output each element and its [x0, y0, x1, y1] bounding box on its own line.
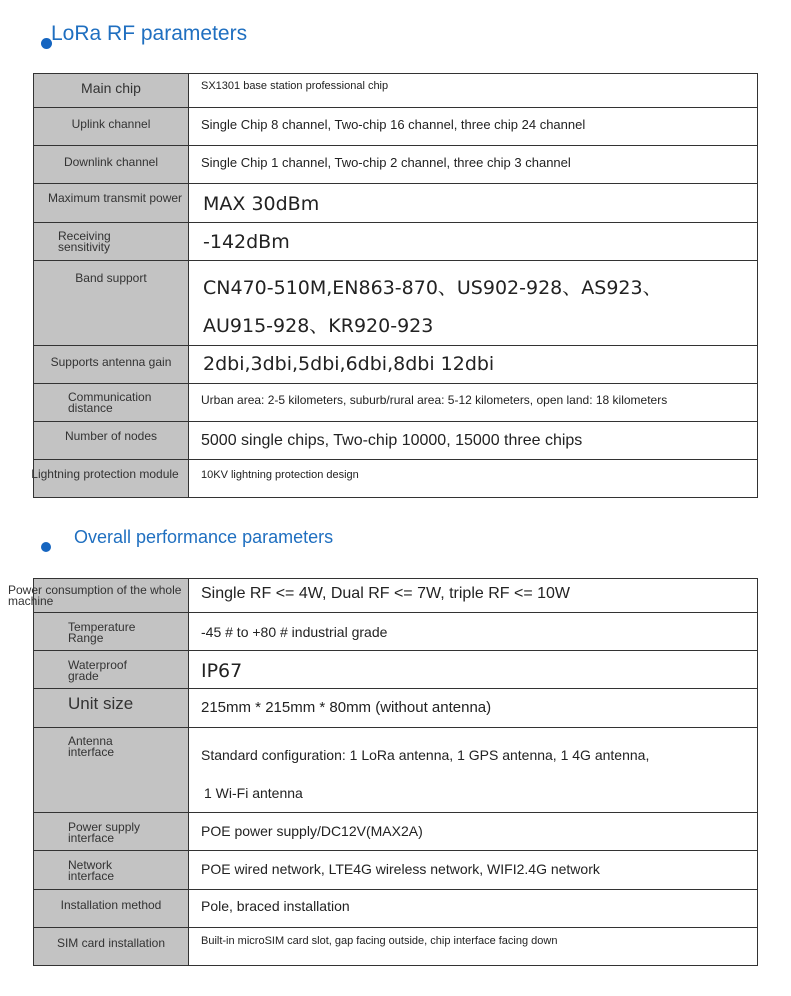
- table-row: [34, 613, 758, 651]
- row-value: 10KV lightning protection design: [201, 469, 359, 481]
- table-row: [34, 928, 758, 966]
- row-label: Maximum transmit power: [48, 191, 183, 205]
- section-title-lora: LoRa RF parameters: [51, 22, 248, 45]
- row-value: Single RF <= 4W, Dual RF <= 7W, triple RF <= 10W: [201, 585, 571, 602]
- row-value: -142dBm: [203, 231, 290, 253]
- row-value: POE power supply/DC12V(MAX2A): [201, 823, 423, 839]
- row-value: Built-in microSIM card slot, gap facing outside, chip interface facing down: [201, 935, 558, 947]
- row-label: Band support: [75, 271, 147, 285]
- row-label: Lightning protection module: [31, 467, 179, 481]
- row-label: Temperature Range: [68, 620, 136, 645]
- row-value: SX1301 base station professional chip: [201, 80, 389, 92]
- table-row: [34, 223, 758, 261]
- lora-params-table: [33, 73, 758, 498]
- row-label: Unit size: [68, 694, 134, 713]
- row-label: Power consumption of the whole machine: [8, 583, 182, 608]
- table-row: [34, 384, 758, 422]
- row-label: Power supply interface: [68, 820, 141, 845]
- table-row: [34, 689, 758, 728]
- row-label: Main chip: [81, 80, 141, 96]
- row-label: SIM card installation: [56, 936, 166, 950]
- row-value: 215mm * 215mm * 80mm (without antenna): [201, 699, 492, 716]
- row-value-line2: 1 Wi-Fi antenna: [204, 785, 303, 801]
- row-label: Receiving sensitivity: [58, 229, 111, 254]
- row-label: Installation method: [60, 898, 162, 912]
- table-row: [34, 813, 758, 851]
- bullet-icon: [41, 542, 51, 552]
- row-value: MAX 30dBm: [203, 193, 320, 215]
- row-label: Number of nodes: [64, 429, 158, 443]
- row-value: -45 # to +80 # industrial grade: [201, 624, 388, 640]
- row-label: Network interface: [68, 858, 115, 883]
- row-value: IP67: [201, 660, 243, 682]
- table-row: [34, 261, 758, 346]
- row-label: Communication distance: [68, 390, 152, 415]
- row-value: Pole, braced installation: [201, 898, 350, 914]
- row-label: Downlink channel: [63, 155, 159, 169]
- row-label: Supports antenna gain: [50, 355, 172, 369]
- table-row: [34, 422, 758, 460]
- row-value: Standard configuration: 1 LoRa antenna, 1 GPS antenna, 1 4G antenna,: [201, 747, 650, 763]
- table-row: [34, 651, 758, 689]
- row-value: Urban area: 2-5 kilometers, suburb/rural area: 5-12 kilometers, open land: 18 kilometers: [201, 393, 668, 407]
- table-row: [34, 146, 758, 184]
- row-label: Waterproof grade: [68, 658, 127, 683]
- row-value: POE wired network, LTE4G wireless network, WIFI2.4G network: [201, 861, 600, 877]
- row-value-line2: AU915-928、KR920-923: [203, 315, 434, 337]
- row-label: Antenna interface: [68, 734, 115, 759]
- table-row: [34, 184, 758, 223]
- table-row: [34, 346, 758, 384]
- section-title-performance: Overall performance parameters: [74, 527, 334, 547]
- row-label: Uplink channel: [71, 117, 151, 131]
- row-value: CN470-510M,EN863-870、US902-928、AS923、: [203, 277, 662, 299]
- table-row: [34, 851, 758, 890]
- table-row: [34, 728, 758, 813]
- row-value: 5000 single chips, Two-chip 10000, 15000 three chips: [201, 432, 583, 449]
- table-row: [34, 579, 758, 613]
- row-value: Single Chip 1 channel, Two-chip 2 channel, three chip 3 channel: [201, 155, 571, 170]
- table-row: [34, 460, 758, 498]
- table-row: [34, 108, 758, 146]
- row-value: Single Chip 8 channel, Two-chip 16 channel, three chip 24 channel: [201, 117, 586, 132]
- performance-params-table: [8, 578, 758, 966]
- row-value: 2dbi,3dbi,5dbi,6dbi,8dbi 12dbi: [203, 353, 495, 375]
- table-row: [34, 890, 758, 928]
- table-row: [34, 74, 758, 108]
